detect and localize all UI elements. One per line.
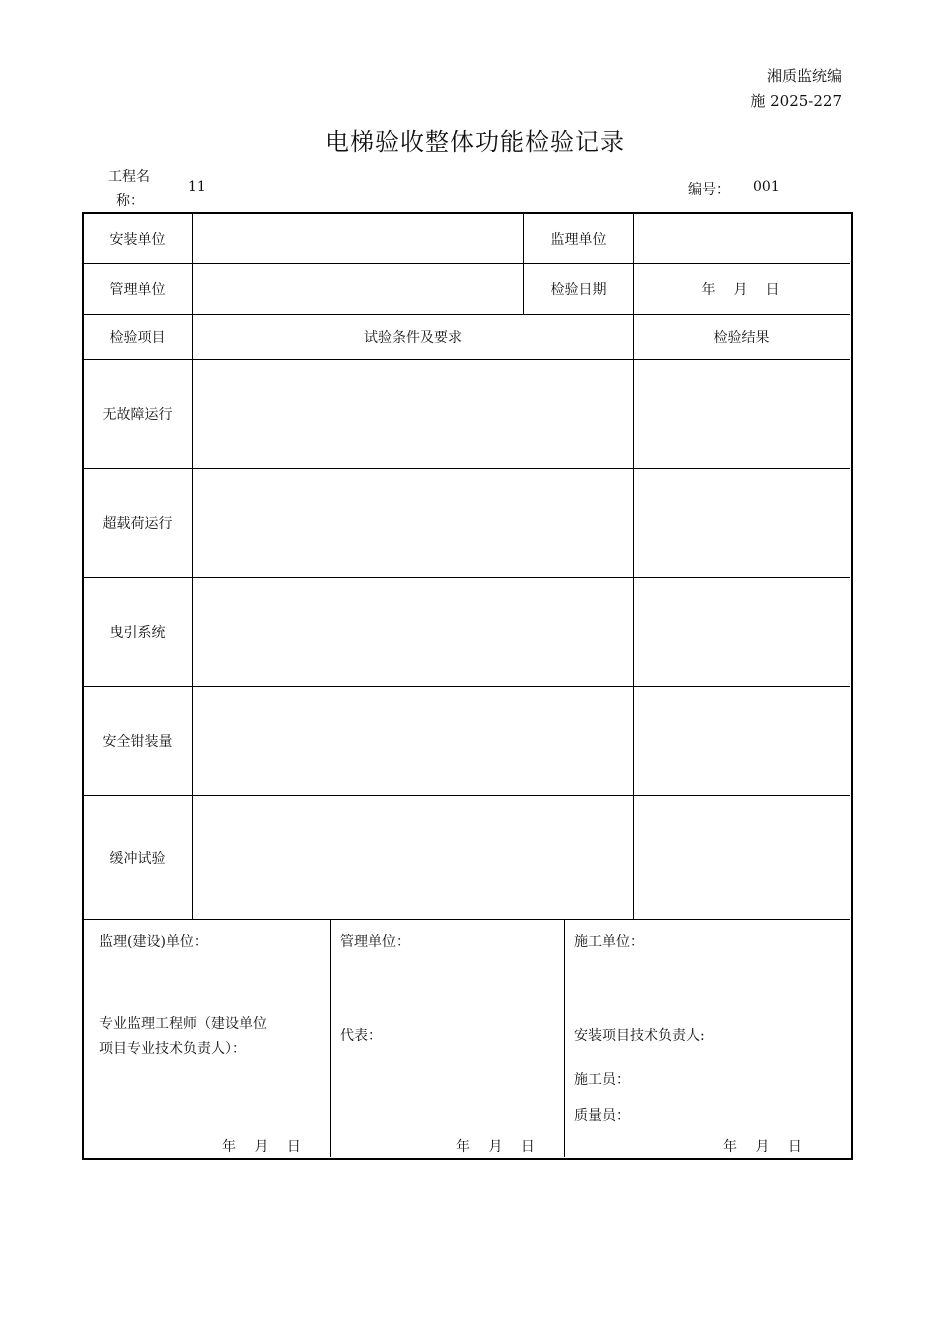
row-result-cell[interactable] — [634, 360, 849, 468]
column-header-result: 检验结果 — [713, 330, 770, 346]
row-result-cell[interactable] — [634, 796, 849, 919]
form-number-code: 施 2025-227 — [750, 92, 842, 110]
construction-sign-date: 年 月 日 — [723, 1139, 802, 1155]
supervision-unit-signature-title: 监理(建设)单位： — [99, 934, 208, 950]
management-unit-value[interactable] — [193, 264, 523, 314]
column-divider — [564, 919, 565, 1157]
inspection-date-label: 检验日期 — [550, 282, 607, 298]
management-unit-signature-title: 管理单位： — [340, 934, 410, 950]
row-conditions-cell[interactable] — [193, 578, 633, 686]
construction-worker-label: 施工员： — [574, 1072, 630, 1088]
management-unit-label: 管理单位 — [109, 282, 166, 298]
supervision-unit-label: 监理单位 — [550, 231, 607, 248]
row-divider — [83, 919, 850, 920]
row-item-label: 超载荷运行 — [102, 516, 173, 532]
number-label: 编号： — [688, 182, 730, 198]
management-representative-label: 代表： — [340, 1028, 382, 1044]
document-title: 电梯验收整体功能检验记录 — [325, 128, 625, 156]
column-header-conditions: 试验条件及要求 — [364, 330, 462, 346]
row-result-cell[interactable] — [634, 687, 849, 795]
inspection-date-value[interactable]: 年 月 日 — [701, 282, 782, 298]
row-conditions-cell[interactable] — [193, 469, 633, 577]
project-name-label-line2: 称： — [116, 193, 144, 209]
row-result-cell[interactable] — [634, 469, 849, 577]
row-conditions-cell[interactable] — [193, 687, 633, 795]
form-series-code: 湘质监统编 — [766, 67, 842, 85]
column-header-item: 检验项目 — [109, 330, 166, 346]
supervision-engineer-label-line2: 项目专业技术负责人）： — [99, 1041, 246, 1057]
row-item-label: 缓冲试验 — [109, 850, 166, 867]
supervision-sign-date: 年 月 日 — [222, 1139, 301, 1155]
row-result-cell[interactable] — [634, 578, 849, 686]
row-item-label: 曳引系统 — [109, 625, 166, 641]
supervision-engineer-label-line1: 专业监理工程师（建设单位 — [99, 1016, 267, 1032]
supervision-unit-value[interactable] — [634, 214, 849, 263]
install-unit-value[interactable] — [193, 214, 523, 263]
construction-unit-signature-title: 施工单位： — [574, 934, 644, 950]
number-value: 001 — [753, 179, 780, 195]
project-name-value: 11 — [188, 179, 206, 195]
row-conditions-cell[interactable] — [193, 796, 633, 919]
row-conditions-cell[interactable] — [193, 360, 633, 468]
quality-inspector-label: 质量员： — [574, 1108, 630, 1124]
installation-tech-lead-label: 安装项目技术负责人: — [574, 1028, 705, 1044]
project-name-label-line1: 工程名 — [108, 169, 150, 185]
row-item-label: 无故障运行 — [102, 407, 173, 423]
row-item-label: 安全钳装量 — [102, 734, 173, 750]
management-sign-date: 年 月 日 — [456, 1139, 535, 1155]
column-divider — [330, 919, 331, 1157]
install-unit-label: 安装单位 — [109, 231, 166, 248]
